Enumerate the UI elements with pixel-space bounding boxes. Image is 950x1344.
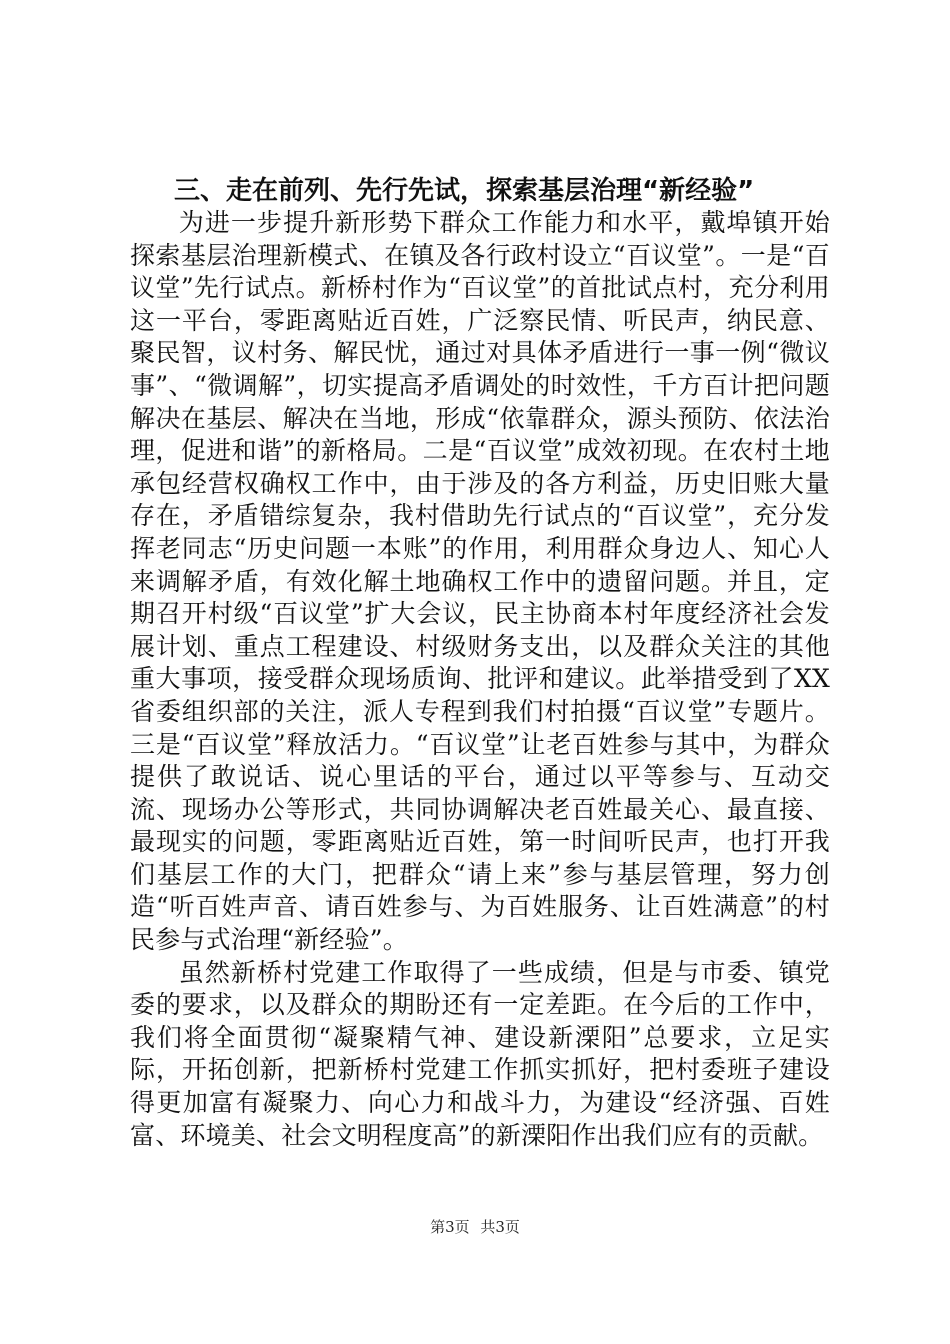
page-footer (0, 1217, 950, 1237)
document-body (130, 176, 830, 1152)
section-heading: 三、走在前列、先行先试，探索基层治理“新经验” (174, 176, 755, 206)
page-number-total: 共3页 (480, 1218, 520, 1236)
body-paragraph-2: 虽然新桥村党建工作取得了一些成绩，但是与市委、镇党委的要求，以及群众的期盼还有一定差距。在今后的工作中，我们将全面贯彻“凝聚精气神、建设新溧阳”总要求，立足实际，开拓创新，把新桥村党建工作抓实抓好，把村委班子建设得更加富有凝聚力、向心力和战斗力，为建设“经济强、百姓富、环境美、社会文明程度高”的新溧阳作出我们应有的贡献。 (130, 957, 830, 1150)
body-paragraph-1: 为进一步提升新形势下群众工作能力和水平，戴埠镇开始探索基层治理新模式、在镇及各行政村设立“百议堂”。一是“百议堂”先行试点。新桥村作为“百议堂”的首批试点村，充分利用这一平台，零距离贴近百姓，广泛察民情、听民声，纳民意、聚民智，议村务、解民忧，通过对具体矛盾进行一事一例“微议事”、“微调解”，切实提高矛盾调处的时效性，千方百计把问题解决在基层、解决在当地，形成“依靠群众，源头预防、依法治理，促进和谐”的新格局。二是“百议堂”成效初现。在农村土地承包经营权确权工作中，由于涉及的各方利益，历史旧账大量存在，矛盾错综复杂，我村借助先行试点的“百议堂”，充分发挥老同志“历史问题一本账”的作用，利用群众身边人、知心人来调解矛盾，有效化解土地确权工作中的遗留问题。并且，定期召开村级“百议堂”扩大会议，民主协商本村年度经济社会发展计划、重点工程建设、村级财务支出，以及群众关注的其他重大事项，接受群众现场质询、批评和建议。此举措受到了XX省委组织部的关注，派人专程到我们村拍摄“百议堂”专题片。三是“百议堂”释放活力。“百议堂”让老百姓参与其中，为群众提供了敢说话、说心里话的平台，通过以平等参与、互动交流、现场办公等形式，共同协调解决老百姓最关心、最直接、最现实的问题，零距离贴近百姓，第一时间听民声，也打开我们基层工作的大门，把群众“请上来”参与基层管理，努力创造“听百姓声音、请百姓参与、为百姓服务、让百姓满意”的村民参与式治理“新经验”。 (130, 208, 830, 955)
page-number-current: 第3页 (430, 1218, 470, 1236)
